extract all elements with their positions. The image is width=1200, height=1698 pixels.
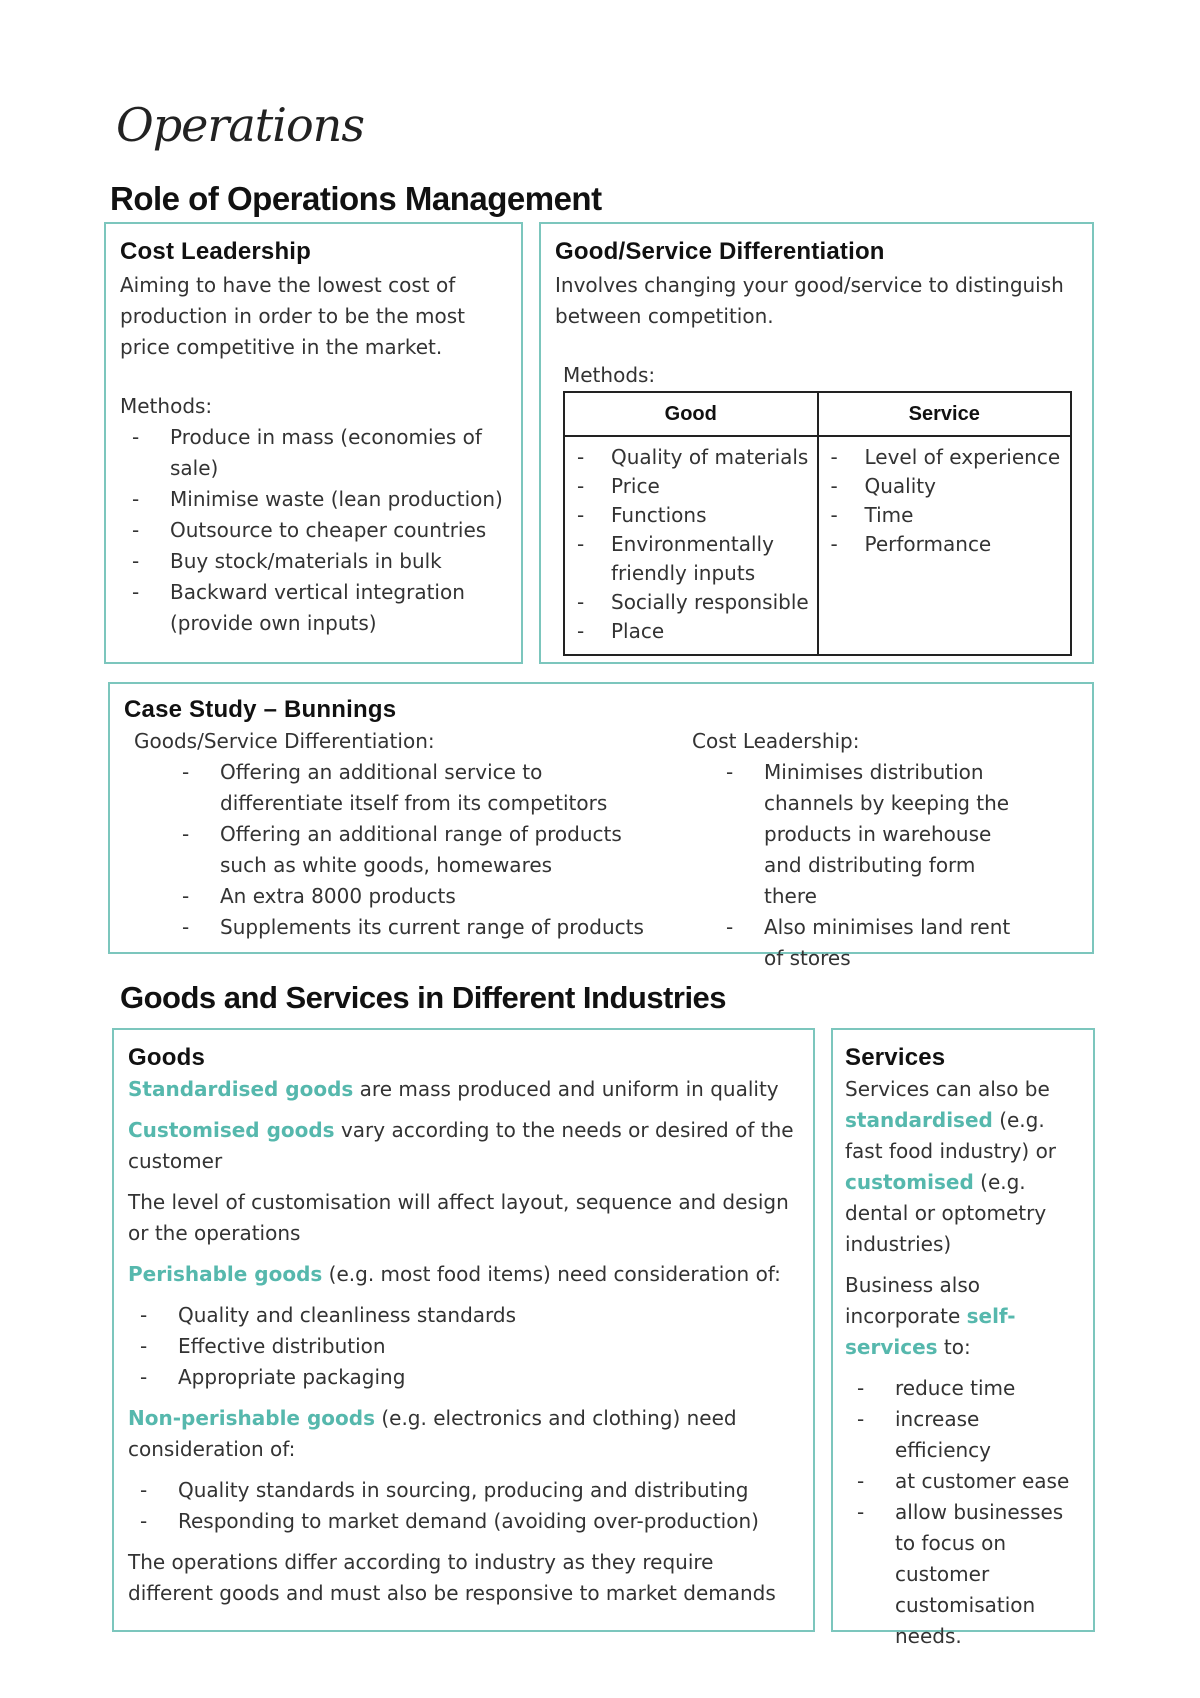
list-item: - Backward vertical integration (provide own inputs) <box>120 577 507 639</box>
business-also-text: Business also incorporate <box>845 1273 981 1328</box>
perishable-goods-term: Perishable goods <box>128 1262 323 1286</box>
nonperishable-goods-paragraph <box>128 1403 799 1465</box>
list-item: - Effective distribution <box>128 1331 799 1362</box>
services-intro-paragraph <box>845 1074 1081 1260</box>
list-item: - Functions <box>565 501 813 530</box>
cost-leadership-methods-list <box>120 422 507 639</box>
services-standardised-term: standardised <box>845 1108 993 1132</box>
self-services-list <box>845 1373 1081 1652</box>
perishable-goods-paragraph <box>128 1259 799 1290</box>
table-header-good: Good <box>564 392 818 436</box>
list-item: - Appropriate packaging <box>128 1362 799 1393</box>
perishable-goods-text: (e.g. most food items) need consideration of: <box>322 1262 781 1286</box>
list-item: - Offering an additional service to differentiate itself from its competitors <box>170 757 650 819</box>
list-item: - Quality of materials <box>565 443 813 472</box>
customised-goods-paragraph <box>128 1115 799 1177</box>
list-item: - Minimises distribution channels by keeping the products in warehouse and distributing form there <box>714 757 1034 912</box>
services-title: Services <box>845 1044 946 1071</box>
list-item: - at customer ease <box>845 1466 1081 1497</box>
case-study-box <box>108 682 1094 970</box>
cost-leadership-methods-label: Methods: <box>120 394 213 418</box>
goods-closing-paragraph: The operations differ according to industry as they require different goods and must also be responsive to market demands <box>128 1550 776 1605</box>
list-item: - Responding to market demand (avoiding over-production) <box>128 1506 799 1537</box>
services-intro-text: Services can also be <box>845 1077 1050 1101</box>
nonperishable-goods-term: Non-perishable goods <box>128 1406 375 1430</box>
section-heading-role: Role of Operations Management <box>110 180 602 217</box>
customised-goods-term: Customised goods <box>128 1118 335 1142</box>
list-item: - Quality <box>819 472 1067 501</box>
list-item: - Supplements its current range of products <box>170 912 650 943</box>
case-study-left-column <box>124 726 692 974</box>
standardised-goods-term: Standardised goods <box>128 1077 354 1101</box>
page-title: Operations <box>116 98 364 152</box>
list-item: - Environmentally friendly inputs <box>565 530 813 588</box>
services-customised-text: (e.g. dental or optometry industries) <box>845 1170 1047 1256</box>
differentiation-table <box>563 391 1072 656</box>
list-item: - reduce time <box>845 1373 1081 1404</box>
list-item: - Performance <box>819 530 1067 559</box>
services-customised-term: customised <box>845 1170 974 1194</box>
list-item: - Offering an additional range of products such as white goods, homewares <box>170 819 650 881</box>
section-heading-industries: Goods and Services in Different Industries <box>120 980 727 1015</box>
customisation-note: The level of customisation will affect layout, sequence and design or the operations <box>128 1190 789 1245</box>
table-cell-service <box>818 436 1072 655</box>
self-services-text: to: <box>937 1335 971 1359</box>
standardised-goods-text: are mass produced and uniform in quality <box>353 1077 779 1101</box>
services-standardised-text: (e.g. fast food industry) or <box>845 1108 1057 1163</box>
case-study-title: Case Study – Bunnings <box>124 696 397 723</box>
case-study-left-label: Goods/Service Differentiation: <box>134 729 435 753</box>
nonperishable-goods-list <box>128 1475 799 1537</box>
list-item: - Price <box>565 472 813 501</box>
list-item: - Quality standards in sourcing, producing and distributing <box>128 1475 799 1506</box>
goods-box <box>112 1028 815 1632</box>
list-item: - increase efficiency <box>845 1404 1081 1466</box>
customised-goods-text: vary according to the needs or desired of the customer <box>128 1118 794 1173</box>
self-services-term: self-services <box>845 1304 1016 1359</box>
differentiation-box <box>539 222 1094 664</box>
list-item: - Outsource to cheaper countries <box>120 515 507 546</box>
list-item: - Produce in mass (economies of sale) <box>120 422 507 484</box>
list-item: - Socially responsible <box>565 588 813 617</box>
list-item: - Time <box>819 501 1067 530</box>
case-study-right-label: Cost Leadership: <box>692 729 860 753</box>
case-study-right-column <box>692 726 1072 974</box>
goods-title: Goods <box>128 1044 205 1071</box>
list-item: - Quality and cleanliness standards <box>128 1300 799 1331</box>
list-item: - Minimise waste (lean production) <box>120 484 507 515</box>
list-item: - Also minimises land rent of stores <box>714 912 1034 974</box>
cost-leadership-description: Aiming to have the lowest cost of production in order to be the most price competitive in the market. <box>120 273 465 359</box>
list-item: - An extra 8000 products <box>170 881 650 912</box>
cost-leadership-title: Cost Leadership <box>120 238 312 265</box>
differentiation-title: Good/Service Differentiation <box>555 238 885 265</box>
perishable-goods-list <box>128 1300 799 1393</box>
table-cell-good <box>564 436 818 655</box>
standardised-goods-paragraph <box>128 1074 799 1105</box>
cost-leadership-box <box>104 222 523 664</box>
list-item: - Level of experience <box>819 443 1067 472</box>
list-item: - allow businesses to focus on customer customisation needs. <box>845 1497 1081 1652</box>
nonperishable-goods-text: (e.g. electronics and clothing) need consideration of: <box>128 1406 737 1461</box>
table-header-service: Service <box>818 392 1072 436</box>
list-item: - Place <box>565 617 813 646</box>
self-services-paragraph <box>845 1270 1081 1363</box>
services-box <box>831 1028 1095 1648</box>
differentiation-methods-label: Methods: <box>563 363 656 387</box>
differentiation-description: Involves changing your good/service to distinguish between competition. <box>555 273 1064 328</box>
list-item: - Buy stock/materials in bulk <box>120 546 507 577</box>
